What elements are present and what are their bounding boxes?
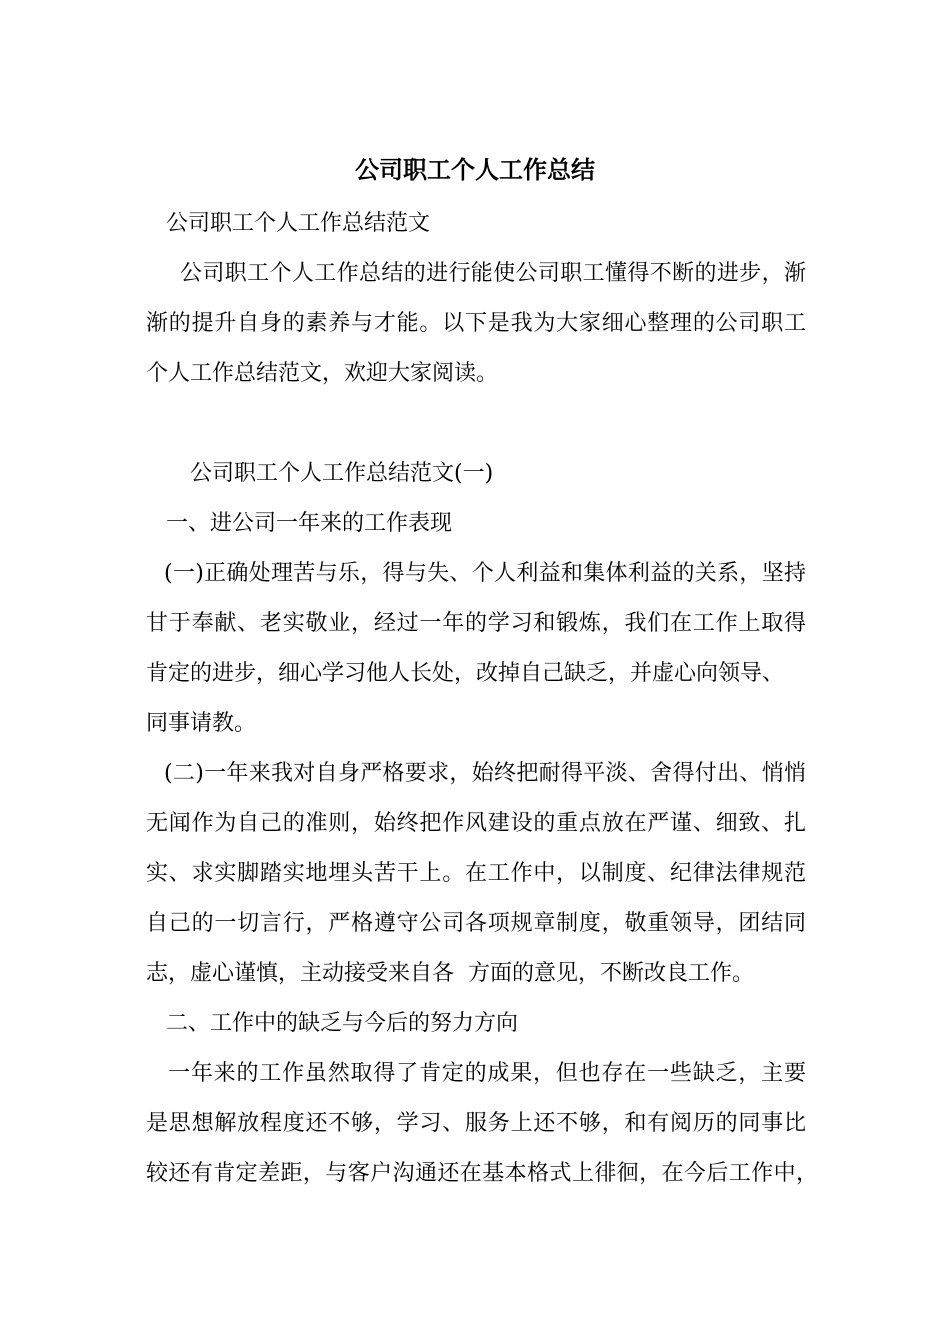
part2-heading: 二、工作中的缺乏与今后的努力方向 — [166, 1011, 519, 1036]
part2-line-2: 是思想解放程度还不够，学习、服务上还不够，和有阅历的同事比 — [146, 1111, 806, 1136]
point1-line-4: 同事请教。 — [146, 711, 257, 736]
intro-line-1: 公司职工个人工作总结的进行能使公司职工懂得不断的进步，渐 — [180, 261, 806, 286]
part1-heading: 一、进公司一年来的工作表现 — [166, 511, 453, 536]
part2-line-3: 较还有肯定差距，与客户沟通还在基本格式上徘徊，在今后工作中， — [146, 1161, 818, 1186]
point1-line-1: (一)正确处理苦与乐，得与失、个人利益和集体利益的关系，坚持 — [164, 561, 806, 586]
document-title: 公司职工个人工作总结 — [355, 155, 595, 184]
point2-line-3: 实、求实脚踏实地埋头苦干上。在工作中，以制度、纪律法律规范 — [146, 861, 806, 886]
subtitle: 公司职工个人工作总结范文 — [166, 211, 431, 236]
point2-line-2: 无闻作为自己的准则，始终把作风建设的重点放在严谨、细致、扎 — [146, 811, 806, 836]
point2-line-5: 志，虚心谨慎，主动接受来自各 方面的意见，不断改良工作。 — [146, 961, 754, 986]
point1-line-2: 甘于奉献、老实敬业，经过一年的学习和锻炼，我们在工作上取得 — [146, 611, 806, 636]
point2-line-1: (二)一年来我对自身严格要求，始终把耐得平淡、舍得付出、悄悄 — [164, 761, 806, 786]
intro-line-2: 渐的提升自身的素养与才能。以下是我为大家细心整理的公司职工 — [146, 311, 806, 336]
point1-line-3: 肯定的进步，细心学习他人长处，改掉自己缺乏，并虚心向领导、 — [146, 661, 785, 686]
intro-line-3: 个人工作总结范文，欢迎大家阅读。 — [146, 361, 499, 386]
part2-line-1: 一年来的工作虽然取得了肯定的成果，但也存在一些缺乏，主要 — [168, 1061, 806, 1086]
section-heading: 公司职工个人工作总结范文(一) — [190, 461, 494, 486]
point2-line-4: 自己的一切言行，严格遵守公司各项规章制度，敬重领导，团结同 — [146, 911, 806, 936]
